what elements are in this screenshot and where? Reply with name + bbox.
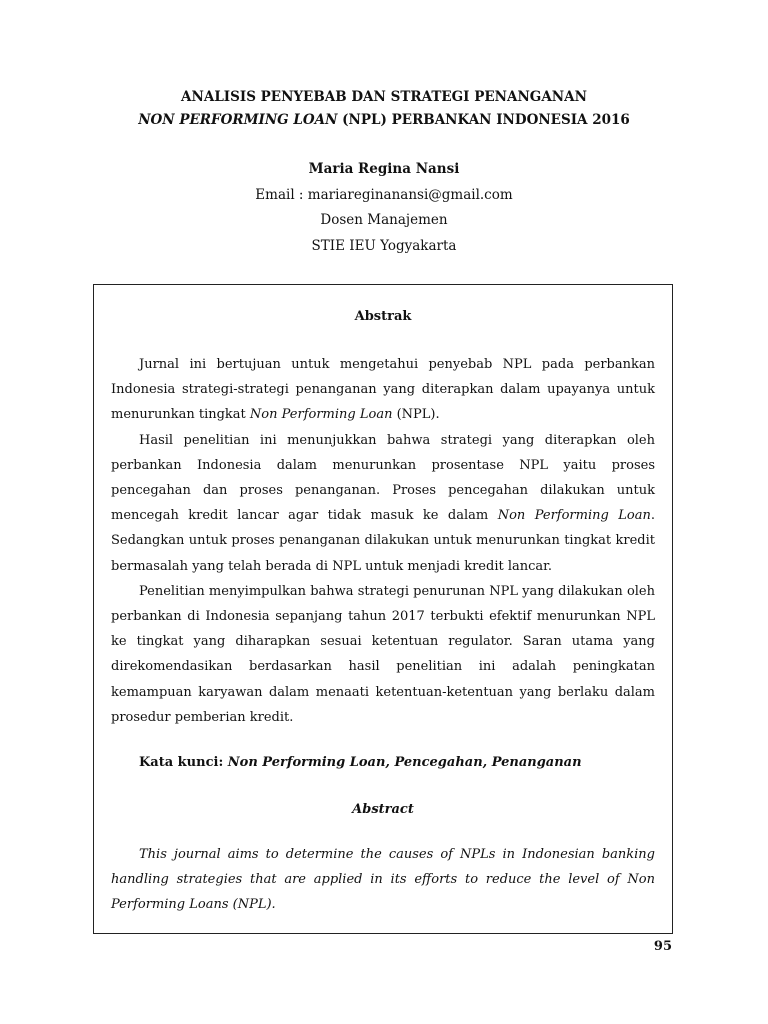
title-line-2 bbox=[0, 109, 768, 132]
abstract-box bbox=[93, 284, 673, 934]
abstrak-p1-italic: Non Performing Loan bbox=[249, 407, 393, 423]
abstrak-paragraph-1 bbox=[111, 352, 655, 428]
author-position: Dosen Manajemen bbox=[320, 212, 448, 228]
keywords-label: Kata kunci: bbox=[139, 755, 224, 771]
abstrak-p1-text-b: (NPL). bbox=[392, 407, 440, 423]
author-institution: STIE IEU Yogyakarta bbox=[311, 237, 457, 254]
title-line-1: ANALISIS PENYEBAB DAN STRATEGI PENANGANAN bbox=[181, 89, 587, 105]
abstrak-heading: Abstrak bbox=[354, 309, 412, 324]
abstrak-paragraph-3: Penelitian menyimpulkan bahwa strategi penurunan NPL yang dilakukan oleh perbankan di Indonesia sepanjang tahun 2017 terbukti efektif menurunkan NPL ke tingkat yang diharapkan sesuai ketentuan regulator. Saran utama yang direkomendasikan berdasarkan hasil penelitian ini adalah peningkatan kemampuan karyawan dalam menaati ketentuan-ketentuan yang berlaku dalam prosedur pemberian kredit. bbox=[111, 583, 655, 725]
abstrak-p2-text-b: . Sedangkan untuk proses penanganan dilakukan untuk menurunkan tingkat kredit bermasalah yang telah berada di NPL untuk menjadi kredit lancar. bbox=[111, 508, 655, 574]
abstract-heading: Abstract bbox=[352, 802, 414, 818]
paper-title bbox=[0, 86, 768, 132]
author-block bbox=[0, 157, 768, 259]
abstrak-p2-text-a: Hasil penelitian ini menunjukkan bahwa strategi yang diterapkan oleh perbankan Indonesia dalam menurunkan prosentase NPL yaitu proses pencegahan dan proses penanganan. Proses pencegahan dilakukan untuk mencegah kredit lancar agar tidak masuk ke dalam bbox=[111, 432, 655, 524]
abstrak-p1-text-a: Jurnal ini bertujuan untuk mengetahui penyebab NPL pada perbankan Indonesia strategi-strategi penanganan yang diterapkan dalam upayanya untuk menurunkan tingkat bbox=[111, 357, 655, 423]
page-number: 95 bbox=[653, 939, 672, 954]
abstrak-paragraph-2 bbox=[111, 428, 655, 579]
abstrak-p2-italic: Non Performing Loan bbox=[497, 508, 651, 524]
author-name: Maria Regina Nansi bbox=[308, 161, 460, 177]
abstract-paragraph-1: This journal aims to determine the causes of NPLs in Indonesian banking handling strategies that are applied in its efforts to reduce the level of Non Performing Loans (NPL). bbox=[111, 847, 655, 913]
keywords-line bbox=[111, 751, 655, 775]
keywords-value: Non Performing Loan, Pencegahan, Penanganan bbox=[223, 755, 582, 771]
abstract-content bbox=[111, 305, 655, 918]
title-italic-term: NON PERFORMING LOAN bbox=[138, 112, 338, 128]
title-line-2-rest: (NPL) PERBANKAN INDONESIA 2016 bbox=[337, 112, 630, 128]
author-email: Email : mariareginanansi@gmail.com bbox=[255, 186, 513, 203]
